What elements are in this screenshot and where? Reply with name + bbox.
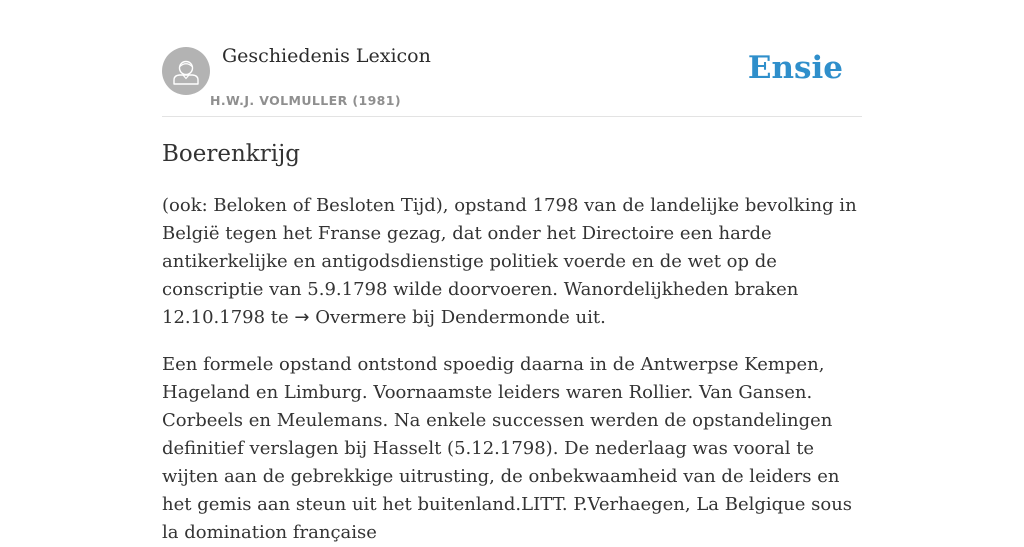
article-body [162, 138, 862, 547]
brand-logo-link[interactable]: Ensie [747, 50, 843, 86]
user-avatar-graphic [162, 47, 210, 95]
lexicon-title-link[interactable]: Geschiedenis Lexicon [222, 45, 431, 67]
user-avatar-icon[interactable] [162, 47, 210, 95]
author-label: H.W.J. VOLMULLER (1981) [210, 93, 401, 108]
paragraph-2: Een formele opstand ontstond spoedig daarna in de Antwerpse Kempen, Hageland en Limburg. Voornaamste leiders waren Rollier. Van Gansen. Corbeels en Meulemans. Na enkele successen werden de opstandelingen definitief verslagen bij Hasselt (5.12.1798). De nederlaag was vooral te wijten aan de gebrekkige uitrusting, de onbekwaamheid van de leiders en het gemis aan steun uit het buitenland.LITT. P.Verhaegen, La Belgique sous la domination française [162, 354, 853, 543]
page-title: Boerenkrijg [162, 141, 300, 167]
cross-reference-link[interactable]: Overmere [315, 307, 407, 328]
paragraph-1-text-end: bij Dendermonde uit. [406, 307, 606, 328]
paragraph-1-text-start: (ook: Beloken of Besloten Tijd), opstand 1798 van de landelijke bevolking in België tegen het Franse gezag, dat onder het Directoire een harde antikerkelijke en antigodsdienstige politiek voerde en de wet op de conscriptie van 5.9.1798 wilde doorvoeren. Wanordelijkheden braken 12.10.1798 te [162, 195, 857, 328]
right-arrow-icon: → [294, 307, 310, 328]
paragraph-1 [162, 192, 862, 332]
lexicon-header [162, 0, 862, 117]
